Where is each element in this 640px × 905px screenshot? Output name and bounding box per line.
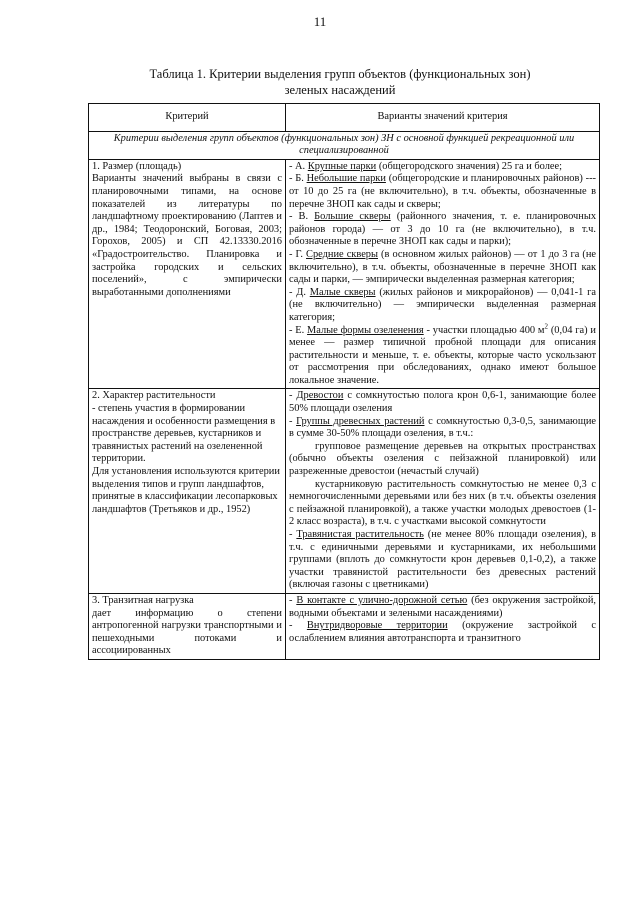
value-entry: кустарниковую растительность сомкнутостью не менее 0,3 с немногочисленными деревьями или без них (в т.ч. объекты озеления с пейзажной планировкой), а также участки молодых древостоев (1-2 класс возраста), в т.ч. с участками высокой сомкнутости: [289, 478, 596, 528]
value-entry: - Древостои с сомкнутостью полога крон 0,6-1, занимающие более 50% площади озеления: [289, 390, 596, 415]
value-term: Группы древесных растений: [296, 415, 425, 427]
value-entry: - В. Большие скверы (районного значения, т. е. планировочных районов города) — от 3 до 10 га (не включительно), в т.ч. обозначенные в перечне ЗНОП как сады и парки);: [289, 211, 597, 248]
values-cell: [286, 389, 600, 594]
value-entry: групповое размещение деревьев на открытых пространствах (обычно объекты озеления с пейзажной планировкой) или разреженные древостои (нечастый случай): [289, 440, 596, 478]
values-cell: [286, 593, 600, 659]
table-row: [89, 389, 600, 594]
criterion-description: Варианты значений выбраны в связи с планировочными типами, на основе показателей из литературы по ландшафтному проектированию (Лаптев и др., 1984; Теодоронский, Боговая, 2003; Горохов, 2005) и СП 42.13330.2016 «Градостроительство. Планировка и застройка городских и сельских поселений», с эмпирически выработанными дополнениями: [92, 173, 282, 298]
criterion-title: 2. Характер растительности: [92, 390, 216, 402]
table-subheader: Критерии выделения групп объектов (функциональных зон) ЗН с основной функцией рекреационной или специализированной: [89, 131, 600, 159]
column-header-values: Варианты значений критерия: [286, 104, 600, 132]
caption-line-2: зеленых насаждений: [284, 83, 396, 97]
criterion-cell: [89, 389, 286, 594]
value-entry: - Б. Небольшие парки (общегородские и планировочных районов) --- от 10 до 25 га (не включительно), в т.ч. объекты, обозначенные в перечне ЗНОП как сады и скверы;: [289, 173, 597, 210]
criteria-table: [88, 103, 600, 660]
value-term: Небольшие парки: [306, 173, 386, 185]
value-term: Внутридворовые территории: [306, 620, 448, 632]
table-subheader-row: [89, 131, 600, 159]
value-term: Травянистая растительность: [296, 529, 424, 540]
criterion-title: 1. Размер (площадь): [92, 160, 182, 172]
caption-line-1: Таблица 1. Критерии выделения групп объектов (функциональных зон): [149, 67, 531, 81]
page-number: 11: [313, 14, 327, 29]
criterion-description: дает информацию о степени антропогенной нагрузки транспортными и пешеходными потоками и ассоциированных: [92, 607, 282, 657]
value-term: Средние скверы: [306, 248, 378, 260]
value-entry: - Травянистая растительность (не менее 80% площади озеления), в т.ч. с единичными деревьями и кустарниками, их небольшими группами (вплоть до сомкнутости крон деревьев 0,1-0,2), а также участки травянистой растительности без древесных растений (включая газоны с цветниками): [289, 529, 596, 591]
criterion-cell: [89, 593, 286, 659]
criterion-cell: [89, 159, 286, 389]
criterion-title: 3. Транзитная нагрузка: [92, 594, 194, 606]
table-row: [89, 593, 600, 659]
criterion-description: - степень участия в формировании насаждения и особенности размещения в пространстве деревьев, кустарников и травянистых растений на озелененной территории.: [92, 403, 276, 465]
value-entry: - Г. Средние скверы (в основном жилых районов) — от 1 до 3 га (не включительно), в т.ч. объекты, обозначенные в перечне ЗНОП как сады и парки, — эмпирически выделенная размерная категория;: [289, 248, 597, 286]
table-caption: [140, 66, 540, 98]
value-term: Древостои: [296, 390, 344, 402]
value-term: Крупные парки: [307, 160, 377, 172]
value-entry: - Группы древесных растений с сомкнутостью 0,3-0,5, занимающие в сумме 30-50% площади озеления, в т.ч.:: [289, 415, 596, 440]
values-cell: [286, 159, 600, 389]
table-header-row: [89, 104, 600, 132]
value-term: В контакте с улично-дорожной сетью: [296, 594, 468, 606]
value-entry: - Е. Малые формы озеленения - участки площадью 400 $м^2$ (0,04 га) и менее — размер типичной пробной площади для описания растительности и меньше, т. е. объекты, которые часто ускользают от рассмотрения при обследованиях, однако имеют большое локальное значение.: [289, 322, 596, 386]
value-entry: - Д. Малые скверы (жилых районов и микрорайонов) — 0,041-1 га (не включительно) — эмпирически выделенная размерная категория;: [289, 286, 596, 323]
value-entry: - В контакте с улично-дорожной сетью (без окружения застройкой, водными объектами и зелеными насаждениями): [289, 594, 597, 619]
value-entry: - Внутридворовые территории (окружение застройкой с ослаблением влияния автотранспорта и транзитного: [289, 620, 596, 644]
table-row: [89, 159, 600, 389]
value-term: Малые скверы: [309, 286, 376, 298]
value-term: Большие скверы: [314, 211, 391, 223]
value-term: Малые формы озеленения: [307, 324, 424, 336]
criterion-description-2: Для установления используются критерии выделения типов и групп ландшафтов, принятые в классификации лесопарковых ландшафтов (Третьяков и др., 1952): [92, 466, 280, 515]
value-entry: - А. Крупные парки (общегородского значения) 25 га и более;: [289, 160, 563, 172]
column-header-criterion: Критерий: [89, 104, 286, 132]
